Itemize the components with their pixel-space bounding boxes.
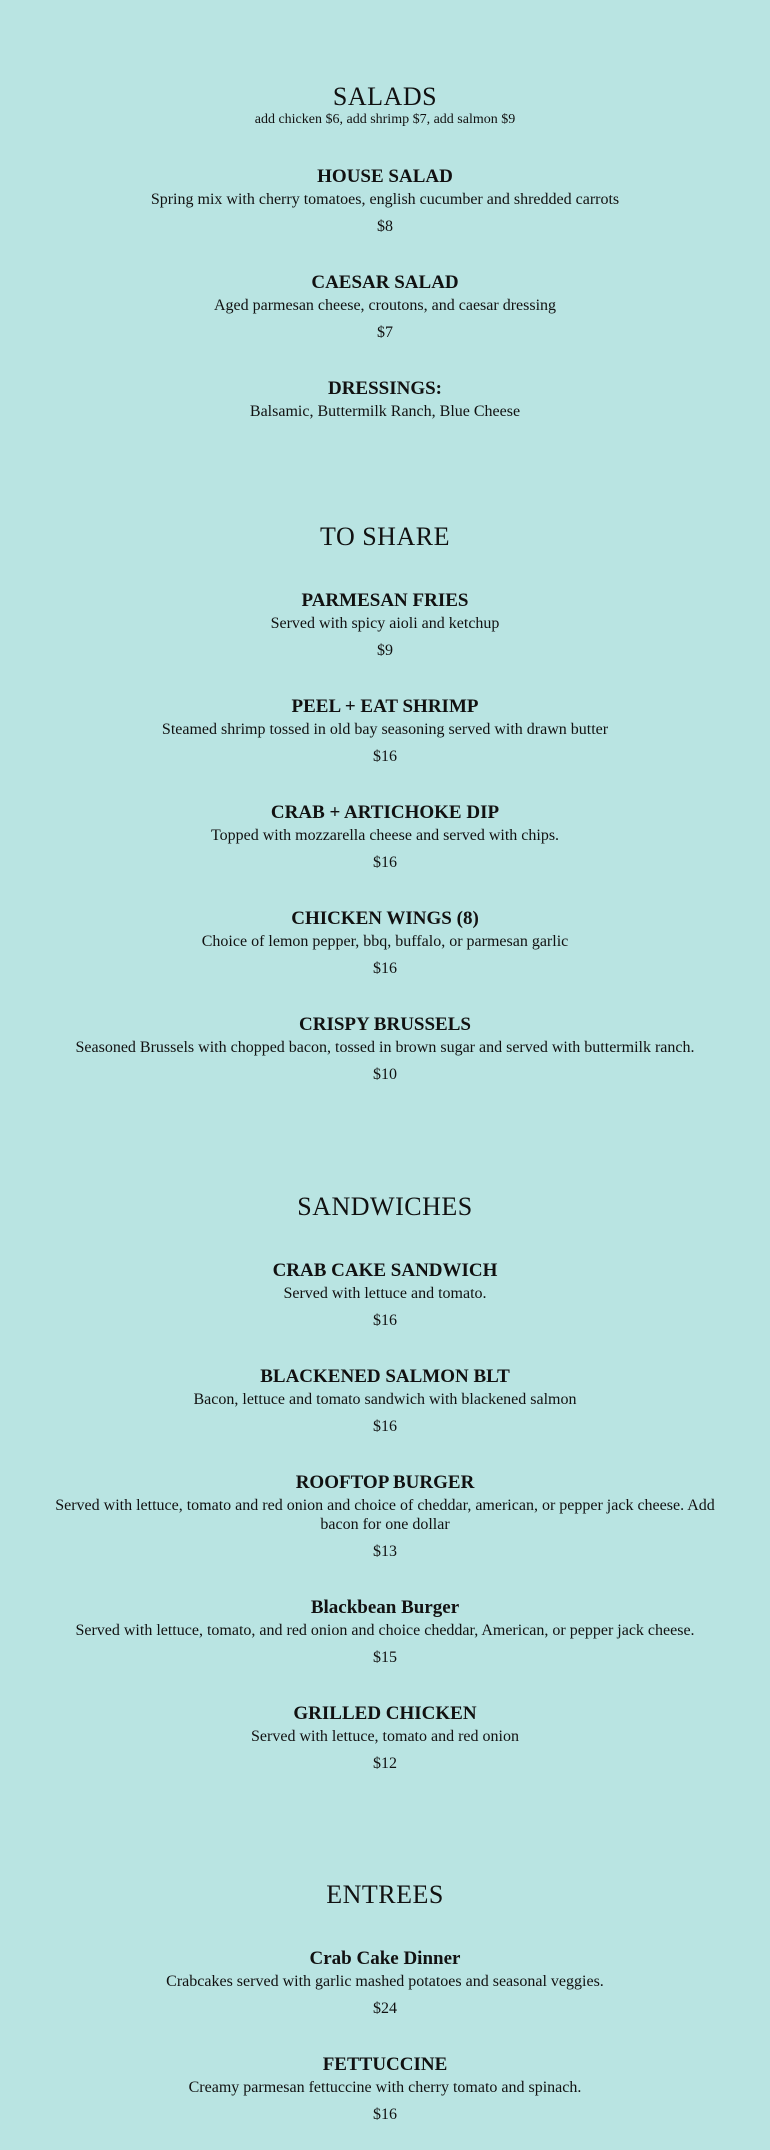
menu-item-crispy-brussels bbox=[0, 1014, 770, 1084]
section-title: TO SHARE bbox=[320, 522, 450, 551]
sandwiches-header bbox=[0, 1192, 770, 1222]
item-price: $9 bbox=[377, 642, 393, 659]
item-price: $7 bbox=[377, 324, 393, 341]
item-price: $15 bbox=[373, 1649, 397, 1666]
menu-item-chicken-wings bbox=[0, 908, 770, 978]
menu-item-crab-artichoke-dip bbox=[0, 802, 770, 872]
item-name: CRISPY BRUSSELS bbox=[299, 1014, 471, 1035]
menu-item-crab-cake-sandwich bbox=[0, 1260, 770, 1330]
menu-item-dressings bbox=[0, 378, 770, 421]
salads-header bbox=[0, 82, 770, 128]
menu-item-parmesan-fries bbox=[0, 590, 770, 660]
item-price: $13 bbox=[373, 1543, 397, 1560]
section-title: SALADS bbox=[332, 82, 438, 111]
menu-item-blackened-salmon-blt bbox=[0, 1366, 770, 1436]
item-description: Aged parmesan cheese, croutons, and caesar dressing bbox=[213, 297, 557, 314]
item-price: $24 bbox=[373, 2000, 397, 2017]
item-description: Served with lettuce and tomato. bbox=[283, 1285, 487, 1302]
item-name: CAESAR SALAD bbox=[311, 272, 459, 293]
item-name: HOUSE SALAD bbox=[317, 166, 453, 187]
item-name: FETTUCCINE bbox=[322, 2054, 448, 2075]
item-description: Spring mix with cherry tomatoes, english cucumber and shredded carrots bbox=[150, 191, 620, 208]
menu-item-peel-eat-shrimp bbox=[0, 696, 770, 766]
menu-item-rooftop-burger bbox=[0, 1472, 770, 1561]
item-name: DRESSINGS: bbox=[327, 378, 443, 399]
item-description: Creamy parmesan fettuccine with cherry tomato and spinach. bbox=[188, 2079, 582, 2096]
item-name: PEEL + EAT SHRIMP bbox=[291, 696, 479, 717]
item-name: CHICKEN WINGS (8) bbox=[291, 908, 479, 929]
to-share-header bbox=[0, 522, 770, 552]
item-description: Served with lettuce, tomato and red onion and choice of cheddar, american, or pepper jack cheese. Add bacon for one dollar bbox=[55, 1497, 715, 1533]
item-description: Served with lettuce, tomato, and red onion and choice cheddar, American, or pepper jack cheese. bbox=[75, 1622, 695, 1639]
item-price: $16 bbox=[373, 1312, 397, 1329]
item-price: $16 bbox=[373, 854, 397, 871]
entrees-header bbox=[0, 1880, 770, 1910]
item-price: $16 bbox=[373, 1418, 397, 1435]
item-name: Crab Cake Dinner bbox=[309, 1948, 461, 1969]
item-description: Topped with mozzarella cheese and served with chips. bbox=[210, 827, 560, 844]
menu-item-caesar-salad bbox=[0, 272, 770, 342]
item-price: $16 bbox=[373, 960, 397, 977]
item-name: CRAB CAKE SANDWICH bbox=[272, 1260, 498, 1281]
menu-item-grilled-chicken bbox=[0, 1703, 770, 1773]
item-description: Served with spicy aioli and ketchup bbox=[270, 615, 500, 632]
item-price: $12 bbox=[373, 1755, 397, 1772]
item-description: Served with lettuce, tomato and red onion bbox=[251, 1728, 519, 1745]
item-name: BLACKENED SALMON BLT bbox=[260, 1366, 510, 1387]
menu-item-crab-cake-dinner bbox=[0, 1948, 770, 2018]
item-price: $10 bbox=[373, 1066, 397, 1083]
item-description: Bacon, lettuce and tomato sandwich with blackened salmon bbox=[193, 1391, 577, 1408]
item-price: $16 bbox=[373, 2106, 397, 2123]
menu-item-house-salad bbox=[0, 166, 770, 236]
item-name: GRILLED CHICKEN bbox=[293, 1703, 477, 1724]
item-name: Blackbean Burger bbox=[310, 1597, 460, 1618]
menu-item-fettuccine bbox=[0, 2054, 770, 2124]
menu-item-blackbean-burger bbox=[0, 1597, 770, 1667]
section-subtitle: add chicken $6, add shrimp $7, add salmon $9 bbox=[254, 112, 516, 127]
item-name: ROOFTOP BURGER bbox=[295, 1472, 475, 1493]
item-name: CRAB + ARTICHOKE DIP bbox=[270, 802, 500, 823]
item-description: Crabcakes served with garlic mashed potatoes and seasonal veggies. bbox=[166, 1973, 604, 1990]
item-description: Choice of lemon pepper, bbq, buffalo, or parmesan garlic bbox=[201, 933, 569, 950]
item-price: $16 bbox=[373, 748, 397, 765]
item-description: Steamed shrimp tossed in old bay seasoning served with drawn butter bbox=[161, 721, 609, 738]
section-title: SANDWICHES bbox=[297, 1192, 473, 1221]
item-description: Balsamic, Buttermilk Ranch, Blue Cheese bbox=[249, 403, 521, 420]
item-description: Seasoned Brussels with chopped bacon, tossed in brown sugar and served with buttermilk ranch. bbox=[75, 1039, 695, 1056]
item-price: $8 bbox=[377, 218, 393, 235]
section-title: ENTREES bbox=[326, 1880, 444, 1909]
item-name: PARMESAN FRIES bbox=[301, 590, 469, 611]
